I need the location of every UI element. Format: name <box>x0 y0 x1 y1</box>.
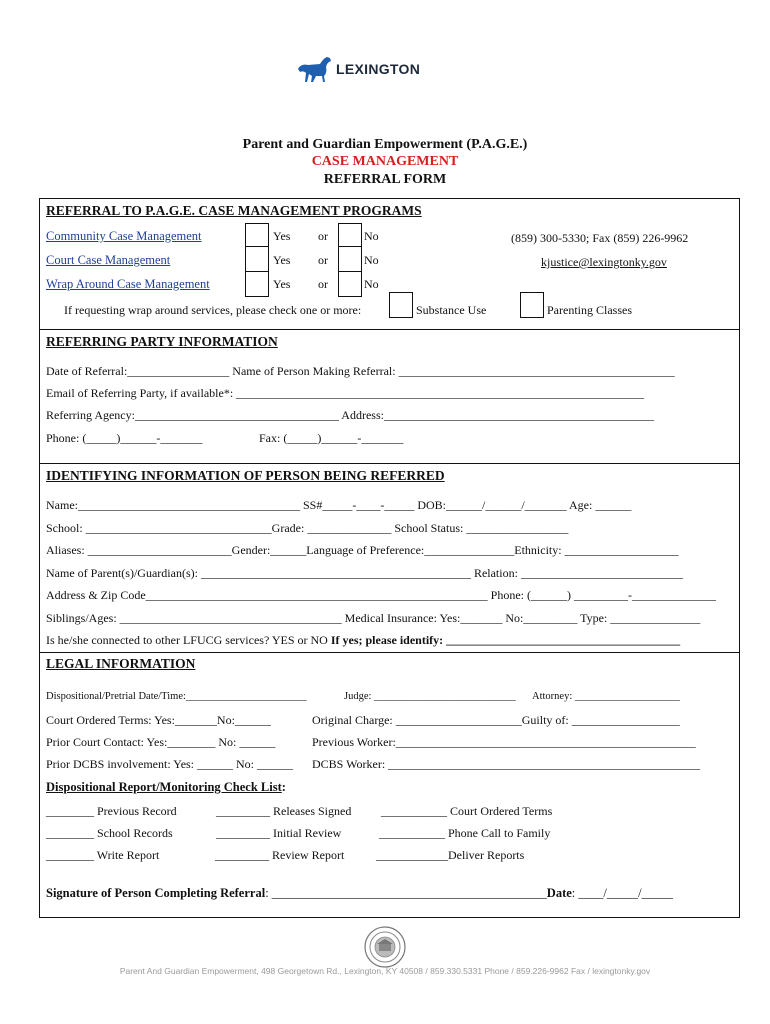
name-ss-dob-age-field[interactable]: Name:_____________________________________ SS#_____-____-_____ DOB:______/______/_______ Age: ______ <box>46 498 632 512</box>
lfucg-identify: If yes; please identify: _______________________________________ <box>330 633 681 647</box>
identifying-info-heading: IDENTIFYING INFORMATION OF PERSON BEING REFERRED <box>46 468 445 483</box>
court-or-label: or <box>318 253 328 267</box>
school-grade-status-field[interactable]: School: _______________________________Grade: ______________ School Status: _________________ <box>46 521 569 535</box>
programs-heading: REFERRAL TO P.A.G.E. CASE MANAGEMENT PROGRAMS <box>46 203 422 218</box>
community-yes-checkbox[interactable] <box>245 223 269 247</box>
logo-text: LEXINGTON <box>336 61 421 77</box>
court-no-label: No <box>364 253 379 267</box>
lfucg-services-field[interactable] <box>46 633 680 648</box>
original-charge-field[interactable]: Original Charge: _____________________Guilty of: __________________ <box>312 713 680 727</box>
checklist-item[interactable]: ________ Previous Record <box>46 804 177 818</box>
court-yes-label: Yes <box>273 253 291 267</box>
signature-line: : ____________________________________________ <box>265 886 547 900</box>
dcbs-worker-field[interactable]: DCBS Worker: ____________________________________________________ <box>312 757 701 771</box>
referrer-email-field[interactable]: Email of Referring Party, if available*: ____________________________________________________________________ <box>46 386 645 400</box>
signature-row[interactable] <box>46 886 673 901</box>
form-title: Parent and Guardian Empowerment (P.A.G.E.) <box>242 137 528 152</box>
dispositional-date-field[interactable]: Dispositional/Pretrial Date/Time:_______________________ <box>46 691 307 702</box>
date-label: Date <box>546 886 572 900</box>
signature-label: Signature of Person Completing Referral <box>46 886 266 900</box>
community-case-management-link[interactable]: Community Case Management <box>46 229 202 243</box>
parenting-classes-checkbox[interactable] <box>520 292 544 318</box>
judge-field[interactable]: Judge: ___________________________ <box>344 691 516 702</box>
court-yes-checkbox[interactable] <box>245 246 269 272</box>
wrap-yes-label: Yes <box>273 277 291 291</box>
section-divider <box>39 652 740 653</box>
siblings-insurance-field[interactable]: Siblings/Ages: _____________________________________ Medical Insurance: Yes:_______ No:_________ Type: _______________ <box>46 611 701 625</box>
community-or-label: or <box>318 229 328 243</box>
court-no-checkbox[interactable] <box>338 246 362 272</box>
contact-email-link[interactable]: kjustice@lexingtonky.gov <box>541 255 667 269</box>
aliases-gender-language-field[interactable]: Aliases: ________________________Gender:______Language of Preference:_______________Ethnicity: ___________________ <box>46 543 679 557</box>
prior-dcbs-field[interactable]: Prior DCBS involvement: Yes: ______ No: ______ <box>46 757 294 771</box>
checklist-item[interactable]: _________ Releases Signed <box>216 804 352 818</box>
horse-icon <box>296 55 334 83</box>
form-subtitle-case-management: CASE MANAGEMENT <box>311 154 459 169</box>
court-ordered-terms-field[interactable]: Court Ordered Terms: Yes:_______No:______ <box>46 713 271 727</box>
date-and-referrer-name-field[interactable]: Date of Referral:_________________ Name of Person Making Referral: ______________________________________________ <box>46 364 675 378</box>
community-no-label: No <box>364 229 379 243</box>
section-divider <box>39 463 740 464</box>
agency-address-field[interactable]: Referring Agency:__________________________________ Address:_____________________________________________ <box>46 408 654 422</box>
lfucg-question: Is he/she connected to other LFUCG services? YES or NO <box>46 633 331 647</box>
wrap-no-checkbox[interactable] <box>338 271 362 297</box>
checklist-item[interactable]: ________ School Records <box>46 826 173 840</box>
guardian-relation-field[interactable]: Name of Parent(s)/Guardian(s): _____________________________________________ Relation: ___________________________ <box>46 566 683 580</box>
referrer-fax-field[interactable]: Fax: (_____)______-_______ <box>259 431 404 445</box>
section-divider <box>39 329 740 330</box>
address-phone-field[interactable]: Address & Zip Code_________________________________________________________ Phone: (______) _________-______________ <box>46 588 716 602</box>
checklist-item[interactable]: ___________ Phone Call to Family <box>379 826 551 840</box>
checklist-item[interactable]: ___________ Court Ordered Terms <box>381 804 553 818</box>
prior-court-contact-field[interactable]: Prior Court Contact: Yes:________ No: ______ <box>46 735 276 749</box>
attorney-field[interactable]: Attorney: ____________________ <box>532 691 680 702</box>
footer-address: Parent And Guardian Empowerment, 498 Georgetown Rd., Lexington, KY 40508 / 859.330.5331 Phone / 859.226-9962 Fax / lexingtonky.gov <box>119 966 651 976</box>
date-line: : ____/_____/_____ <box>571 886 673 900</box>
wrap-no-label: No <box>364 277 379 291</box>
checklist-heading <box>46 780 286 795</box>
checklist-heading-text: Dispositional Report/Monitoring Check List <box>46 780 282 794</box>
referring-party-heading: REFERRING PARTY INFORMATION <box>46 334 278 349</box>
previous-worker-field[interactable]: Previous Worker:__________________________________________________ <box>312 735 696 749</box>
parenting-classes-label: Parenting Classes <box>547 303 632 317</box>
checklist-item[interactable]: ____________Deliver Reports <box>376 848 525 862</box>
wrap-yes-checkbox[interactable] <box>245 271 269 297</box>
community-yes-label: Yes <box>273 229 291 243</box>
substance-use-checkbox[interactable] <box>389 292 413 318</box>
wrap-around-case-management-link[interactable]: Wrap Around Case Management <box>46 277 210 291</box>
referrer-phone-field[interactable]: Phone: (_____)______-_______ <box>46 431 203 445</box>
checklist-item[interactable]: _________ Initial Review <box>216 826 342 840</box>
community-no-checkbox[interactable] <box>338 223 362 247</box>
city-seal-icon <box>363 925 407 969</box>
checklist-item[interactable]: ________ Write Report <box>46 848 160 862</box>
court-case-management-link[interactable]: Court Case Management <box>46 253 171 267</box>
wrap-or-label: or <box>318 277 328 291</box>
wrap-services-prompt: If requesting wrap around services, please check one or more: <box>64 303 362 317</box>
form-subtitle-referral: REFERRAL FORM <box>323 172 447 187</box>
legal-info-heading: LEGAL INFORMATION <box>46 656 196 671</box>
checklist-heading-colon: : <box>281 780 286 794</box>
substance-use-label: Substance Use <box>416 303 487 317</box>
checklist-item[interactable]: _________ Review Report <box>215 848 345 862</box>
contact-phone-fax: (859) 300-5330; Fax (859) 226-9962 <box>511 231 689 245</box>
